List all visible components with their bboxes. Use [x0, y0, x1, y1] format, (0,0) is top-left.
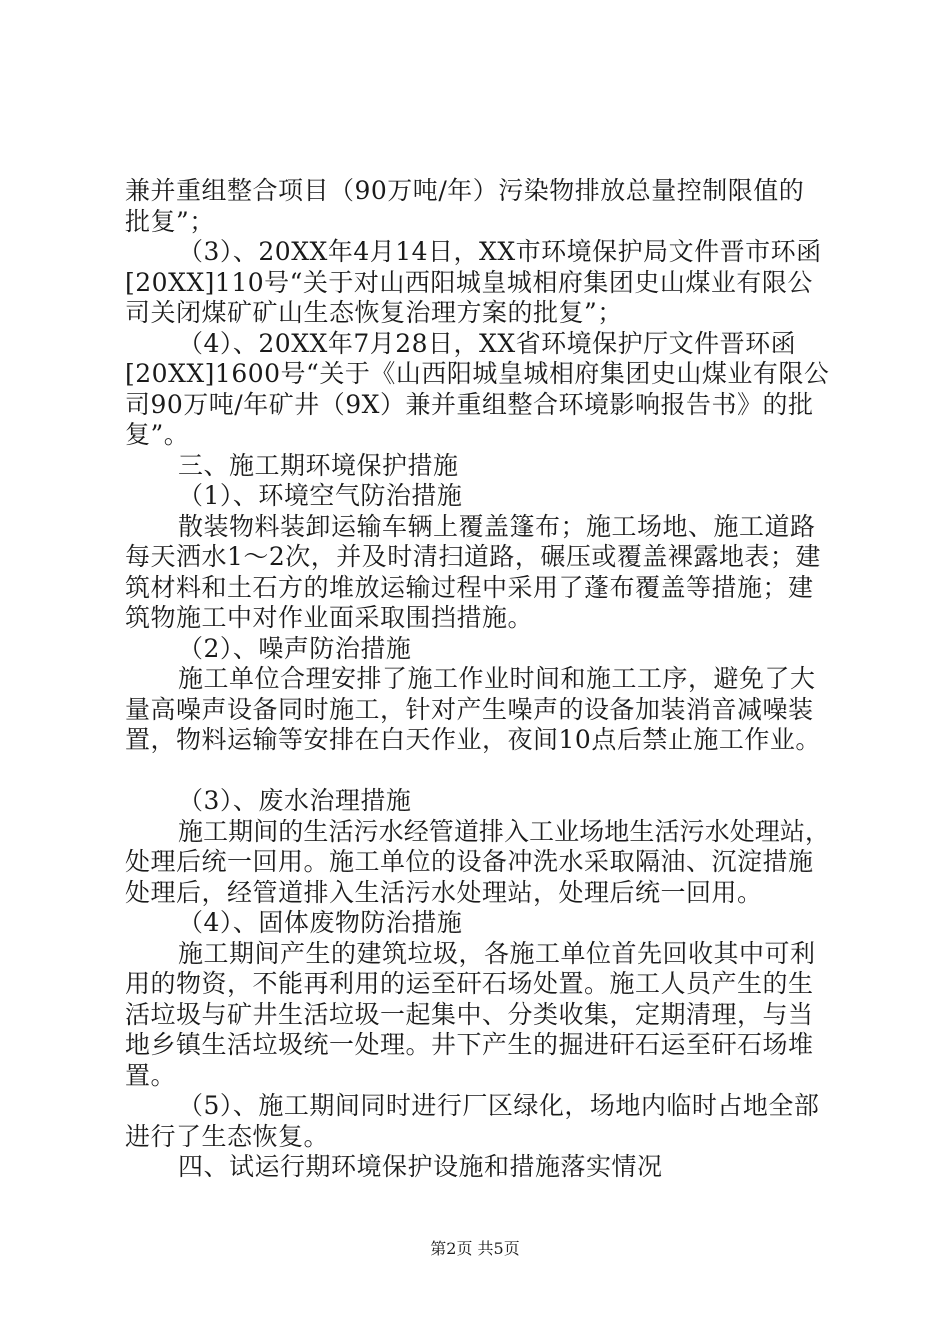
page-footer: 第2页 共5页	[430, 1239, 520, 1258]
text-line: [20XX]1600号“关于《山西阳城皇城相府集团史山煤业有限公	[125, 359, 830, 388]
section-heading: 四、试运行期环境保护设施和措施落实情况	[178, 1152, 663, 1181]
text-line: 量高噪声设备同时施工，针对产生噪声的设备加装消音减噪装	[125, 695, 814, 724]
text-line: 筑物施工中对作业面采取围挡措施。	[125, 603, 534, 632]
subsection-heading: （1）、环境空气防治措施	[178, 481, 463, 510]
text-line: 地乡镇生活垃圾统一处理。井下产生的掘进矸石运至矸石场堆	[125, 1030, 814, 1059]
text-line: 施工单位合理安排了施工作业时间和施工工序，避免了大	[178, 664, 816, 693]
subsection-heading: （3）、废水治理措施	[178, 786, 412, 815]
text-line: 散装物料装卸运输车辆上覆盖篷布；施工场地、施工道路	[178, 512, 816, 541]
text-line: 置。	[125, 1061, 177, 1090]
text-line: 用的物资，不能再利用的运至矸石场处置。施工人员产生的生	[125, 969, 814, 998]
text-line: 处理后，经管道排入生活污水处理站，处理后统一回用。	[125, 878, 763, 907]
text-line: 活垃圾与矿井生活垃圾一起集中、分类收集，定期清理，与当	[125, 1000, 814, 1029]
text-line: 置，物料运输等安排在白天作业，夜间10点后禁止施工作业。	[125, 725, 821, 754]
text-line: 处理后统一回用。施工单位的设备冲洗水采取隔油、沉淀措施	[125, 847, 814, 876]
text-line: （3）、20XX年4月14日，XX市环境保护局文件晋市环函	[178, 237, 822, 266]
subsection-heading: （2）、噪声防治措施	[178, 634, 412, 663]
text-line: 复”。	[125, 420, 190, 449]
subsection-heading: （4）、固体废物防治措施	[178, 908, 463, 937]
text-line: 司90万吨/年矿井（9X）兼并重组整合环境影响报告书》的批	[125, 390, 814, 419]
text-line: 每天洒水1～2次，并及时清扫道路，碾压或覆盖裸露地表；建	[125, 542, 821, 571]
text-line: [20XX]110号“关于对山西阳城皇城相府集团史山煤业有限公	[125, 268, 813, 297]
text-line: 司关闭煤矿矿山生态恢复治理方案的批复”；	[125, 298, 623, 327]
text-line: （4）、20XX年7月28日，XX省环境保护厅文件晋环函	[178, 329, 797, 358]
text-line: 批复”；	[125, 207, 215, 236]
text-line: 施工期间的生活污水经管道排入工业场地生活污水处理站，	[178, 817, 831, 846]
text-line: 筑材料和土石方的堆放运输过程中采用了蓬布覆盖等措施；建	[125, 573, 814, 602]
text-line: 进行了生态恢复。	[125, 1122, 330, 1151]
section-heading: 三、施工期环境保护措施	[178, 451, 459, 480]
text-line: 施工期间产生的建筑垃圾，各施工单位首先回收其中可利	[178, 939, 816, 968]
text-line: 兼并重组整合项目（90万吨/年）污染物排放总量控制限值的	[125, 176, 805, 205]
text-line: （5）、施工期间同时进行厂区绿化，场地内临时占地全部	[178, 1091, 820, 1120]
